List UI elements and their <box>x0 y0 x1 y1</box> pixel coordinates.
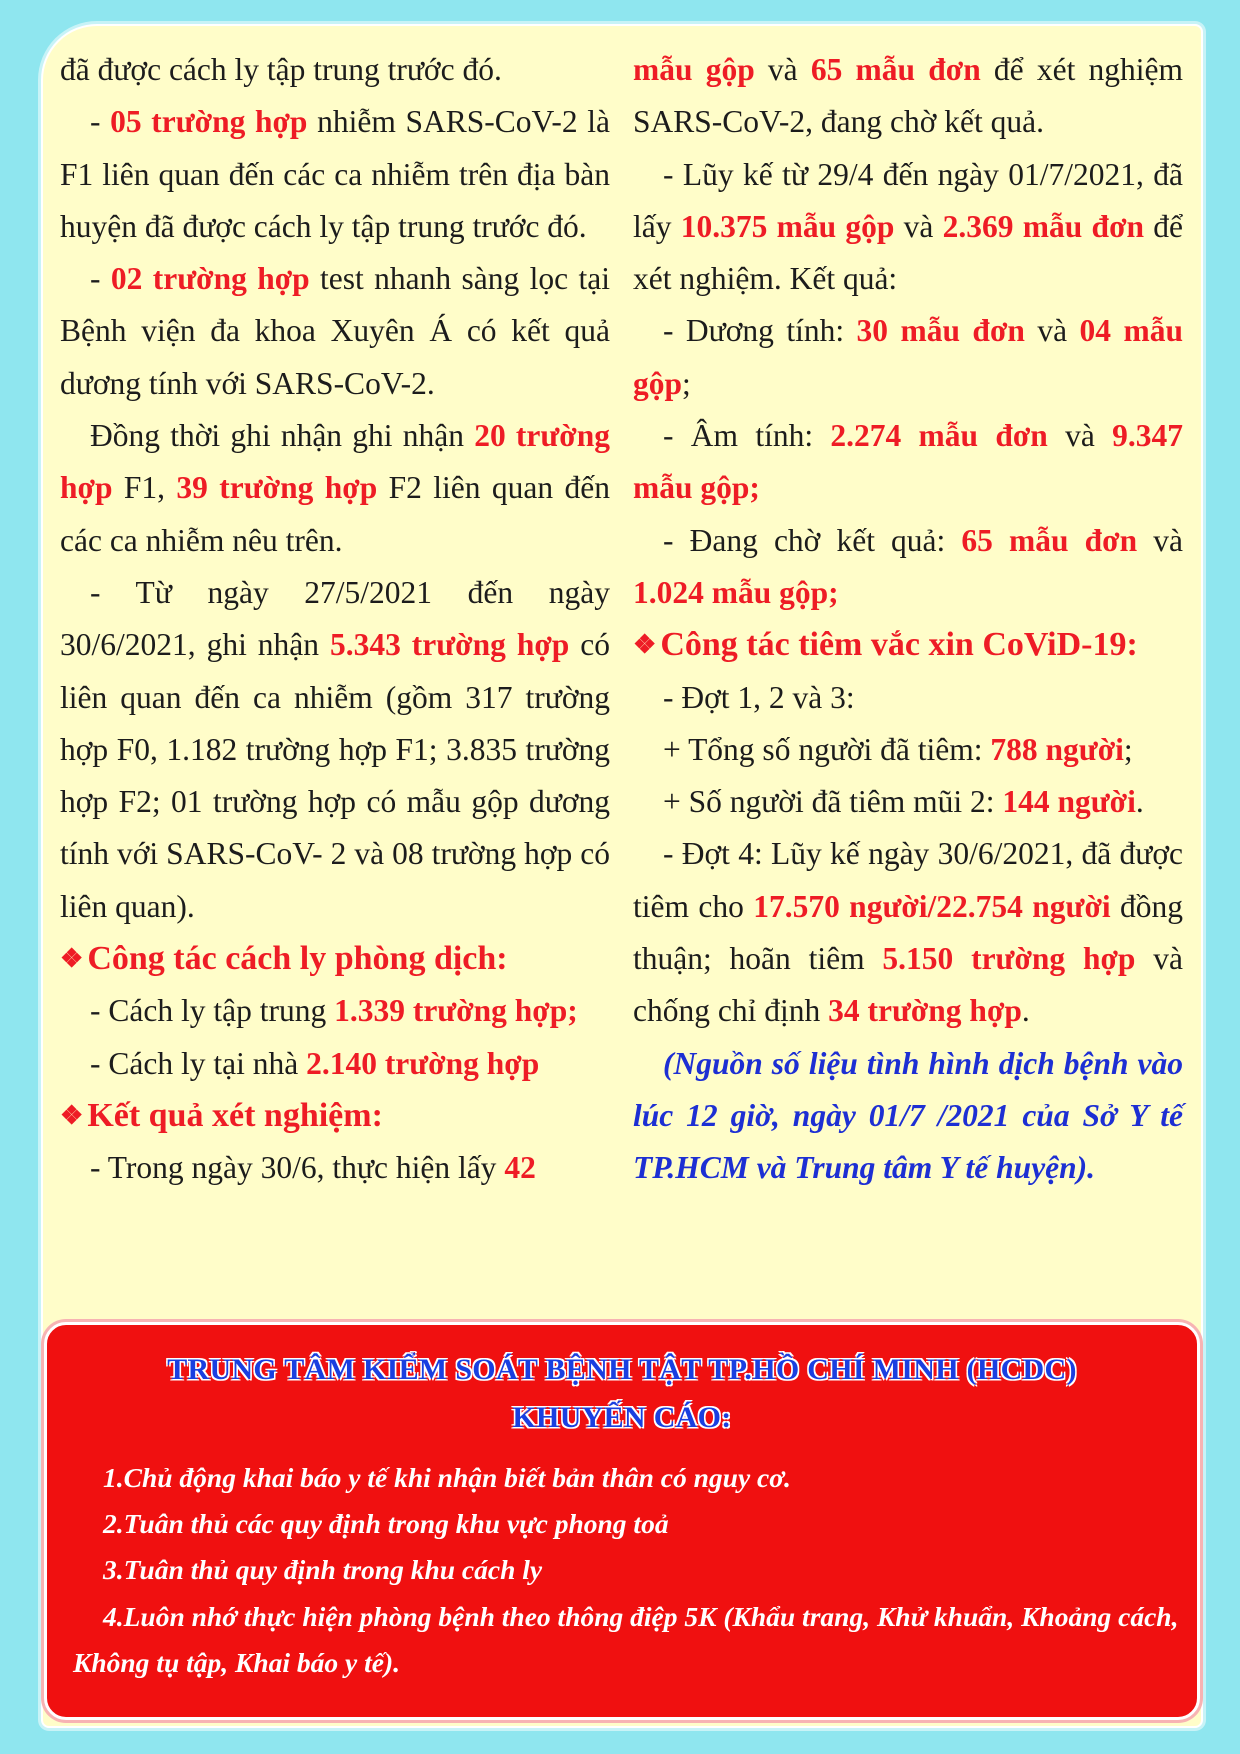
highlight: 2.369 mẫu đơn <box>942 208 1145 244</box>
list-item: 2.Tuân thủ các quy định trong khu vực phong toả <box>103 1508 669 1540</box>
paragraph <box>633 828 1183 1037</box>
highlight: 1.339 trường hợp; <box>334 993 578 1029</box>
text: . <box>1021 993 1030 1029</box>
text: ; <box>1123 731 1133 767</box>
paragraph <box>60 1142 610 1194</box>
text: và <box>754 52 811 87</box>
section-title: Công tác cách ly phòng dịch: <box>87 940 508 978</box>
paragraph <box>60 253 610 410</box>
paragraph <box>633 305 1183 410</box>
highlight: 10.375 mẫu gộp <box>680 208 895 244</box>
paragraph: - Đợt 1, 2 và 3: <box>663 679 855 715</box>
text: để xét nghiệm. Kết quả: <box>633 208 1184 297</box>
diamond-bullet-icon: ❖ <box>60 944 84 974</box>
text: + Số người đã tiêm mũi 2: <box>663 784 1003 820</box>
text: - Lũy kế từ 29/4 đến ngày 01/7/2021, đã lấy <box>633 156 1183 244</box>
paragraph <box>633 724 1183 776</box>
paragraph <box>633 44 1183 149</box>
text: Đồng thời ghi nhận ghi nhận <box>90 418 475 454</box>
paragraph <box>633 776 1183 828</box>
section-heading-test <box>60 1090 610 1142</box>
text: - Cách ly tại nhà <box>90 1045 307 1081</box>
text: F1, <box>112 470 177 506</box>
diamond-bullet-icon: ❖ <box>633 630 657 660</box>
left-column <box>60 44 610 1195</box>
text: - Dương tính: <box>663 313 857 349</box>
section-title: Kết quả xét nghiệm: <box>87 1096 383 1134</box>
organization-title: TRUNG TÂM KIỂM SOÁT BỆNH TẬT TP.HỒ CHÍ MINH (HCDC) <box>167 1353 1077 1386</box>
highlight: 788 người <box>990 731 1124 767</box>
highlight: 144 người <box>1002 784 1136 820</box>
paragraph <box>60 567 610 933</box>
text: - <box>90 104 111 140</box>
highlight: 02 trường hợp <box>110 261 310 297</box>
highlight: mẫu gộp <box>633 52 755 87</box>
list-item: 1.Chủ động khai báo y tế khi nhận biết bản thân có nguy cơ. <box>103 1462 791 1493</box>
highlight: 2.140 trường hợp <box>306 1045 540 1081</box>
paragraph <box>60 1038 610 1090</box>
highlight: 2.274 mẫu đơn <box>830 418 1048 454</box>
text: - Cách ly tập trung <box>90 993 335 1029</box>
list-item: 4.Luôn nhớ thực hiện phòng bệnh theo thông điệp 5K (Khẩu trang, Khử khuẩn, Khoảng cách, Không tụ tập, Khai báo y tế). <box>73 1600 1179 1678</box>
highlight: 42 <box>504 1150 536 1186</box>
highlight: 30 mẫu đơn <box>856 313 1025 349</box>
highlight: 5.343 trường hợp <box>329 627 570 663</box>
highlight: 34 trường hợp <box>828 993 1022 1029</box>
paragraph <box>60 410 610 567</box>
text: - Đợt 4: Lũy kế ngày 30/6/2021, đã được tiêm cho <box>633 836 1183 924</box>
section-heading-isolation <box>60 933 610 985</box>
highlight: 20 trường hợp <box>60 418 610 506</box>
paragraph <box>633 410 1183 515</box>
highlight: 65 mẫu đơn <box>961 522 1138 558</box>
text: nhiễm SARS-CoV-2 là F1 liên quan đến các ca nhiễm trên địa bàn huyện đã được cách ly tập trung trước đó. <box>60 104 610 244</box>
recommendation-box <box>44 1322 1200 1720</box>
text: - Âm tính: <box>663 418 831 454</box>
section-title: Công tác tiêm vắc xin CoViD-19: <box>660 626 1138 664</box>
recommendation-heading: KHUYẾN CÁO: <box>512 1401 732 1434</box>
highlight: 1.024 mẫu gộp; <box>633 574 839 610</box>
text: - <box>90 261 111 297</box>
text: và <box>1047 418 1113 454</box>
highlight: 5.150 trường hợp <box>882 941 1136 977</box>
paragraph: đã được cách ly tập trung trước đó. <box>60 52 502 87</box>
paragraph <box>633 515 1183 620</box>
text: - Đang chờ kết quả: <box>663 522 962 558</box>
text: + Tổng số người đã tiêm: <box>663 731 991 767</box>
text: có liên quan đến ca nhiễm (gồm 317 trường hợp F0, 1.182 trường hợp F1; 3.835 trường hợp F2; 01 trường hợp có mẫu gộp dương tính với SARS-CoV- 2 và 08 trường hợp có liên quan). <box>60 627 610 924</box>
source-note: (Nguồn số liệu tình hình dịch bệnh vào lúc 12 giờ, ngày 01/7 /2021 của Sở Y tế TP.HCM và Trung tâm Y tế huyện). <box>633 1045 1183 1186</box>
text: F2 liên quan đến các ca nhiễm nêu trên. <box>60 470 610 558</box>
text: và <box>1024 313 1080 349</box>
text: để xét nghiệm SARS-CoV-2, đang chờ kết quả. <box>633 52 1183 140</box>
highlight: 39 trường hợp <box>176 470 378 506</box>
paragraph <box>60 985 610 1037</box>
text: - Từ ngày 27/5/2021 đến ngày 30/6/2021, ghi nhận <box>60 574 610 663</box>
highlight: 17.570 người/22.754 người <box>753 888 1111 924</box>
highlight: 04 mẫu gộp <box>633 313 1183 401</box>
paragraph <box>60 96 610 253</box>
diamond-bullet-icon: ❖ <box>60 1100 84 1130</box>
highlight: 9.347 mẫu gộp; <box>633 418 1183 506</box>
text: test nhanh sàng lọc tại Bệnh viện đa khoa Xuyên Á có kết quả dương tính với SARS-CoV-2. <box>60 261 610 401</box>
text: - Trong ngày 30/6, thực hiện lấy <box>90 1150 505 1186</box>
right-column <box>633 44 1183 1195</box>
list-item: 3.Tuân thủ quy định trong khu cách ly <box>103 1554 543 1586</box>
highlight: 65 mẫu đơn <box>810 52 981 87</box>
text: ; <box>682 365 691 401</box>
section-heading-vaccine <box>633 619 1183 671</box>
recommendation-list <box>73 1455 1183 1686</box>
paragraph <box>633 149 1183 306</box>
highlight: 05 trường hợp <box>110 104 308 140</box>
text: và <box>894 208 943 244</box>
text: và chống chỉ định <box>633 941 1183 1029</box>
text: đồng thuận; hoãn tiêm <box>633 888 1183 977</box>
text: và <box>1137 522 1184 558</box>
text: . <box>1135 784 1144 820</box>
